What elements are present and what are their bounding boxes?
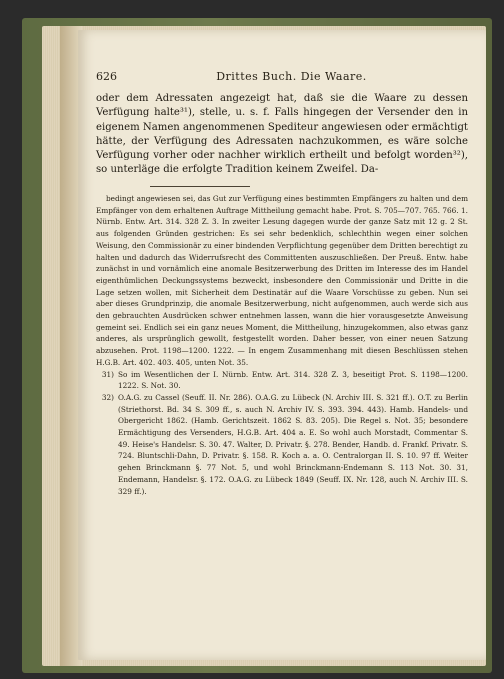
footnote-number: 32) (101, 392, 114, 402)
page-number: 626 (96, 70, 117, 83)
running-title: Drittes Buch. Die Waare. (216, 70, 367, 83)
main-text-block (96, 92, 468, 178)
footnote-rule (150, 186, 250, 187)
main-paragraph: oder dem Adressaten angezeigt hat, daß sie die Waare zu dessen Verfügung halte³¹), stelle, u. s. f. Falls hingegen der Versender den in eigenem Namen angenommenen Spediteur angewiesen oder ermächtigt hätte, der Verfügung des Adressaten nachzukommen, es wäre solche Verfügung vorher oder nachher wirklich ertheilt und befolgt worden³²), so unterläge die erfolgte Tradition keinem Zweifel. Da- (96, 93, 468, 176)
footnote-continuation: bedingt angewiesen sei, das Gut zur Verfügung eines bestimmten Empfängers zu halten und dem Empfänger von dem erhaltenen Auftrage Mittheilung gemacht habe. Prot. S. 705—707. 765. 766. 1. Nürnb. Entw. Art. 314. 328 Z. 3. In zweiter Lesung dagegen wurde der ganze Satz mit 12 g. 2 St. aus folgenden Gründen gestrichen: Es sei sehr bedenklich, schlechthin wegen einer solchen Weisung, den Commissionär zu einer bindenden Verpflichtung gegenüber dem Dritten berechtigt zu halten und dadurch das Widerrufsrecht des Committenten auszuschließen. Der Preuß. Entw. habe zunächst in und vornämlich eine anomale Besitzerwerbung des Dritten im Interesse des im Handel eigenthümlichen Deckungssystems bezweckt, insbesondere den Commissionär und Dritte in die Lage setzen wollen, mit Sicherheit dem Destinatär auf die Waare Vorschüsse zu geben. Nun sei aber dieses Grundprinzip, die anomale Besitzerwerbung, nicht aufgenommen, auch werde sich aus den gebrauchten Ausdrücken schwer entnehmen lassen, wann die hier vorausgesetzte Anweisung gemeint sei. Endlich sei ein ganz neues Moment, die Mittheilung, hinzugekommen, also etwas ganz anderes, als ursprünglich gewollt, festgestellt worden. Daher besser, von einer neuen Satzung abzusehen. Prot. 1198—1200. 1222. — In engem Zusammenhang mit diesen Beschlüssen stehen H.G.B. Art. 402. 403. 405, unten Not. 35. (96, 194, 468, 367)
footnotes-block (96, 193, 468, 497)
footnote (96, 392, 468, 497)
footnote-text: So im Wesentlichen der I. Nürnb. Entw. Art. 314. 328 Z. 3, beseitigt Prot. S. 1198—1200. 1222. S. Not. 30. (118, 369, 468, 391)
footnote-number: 31) (101, 369, 114, 379)
footnote (96, 369, 468, 392)
footnote-text: O.A.G. zu Cassel (Seuff. II. Nr. 286). O.A.G. zu Lübeck (N. Archiv III. S. 321 ff.). O.T. zu Berlin (Striethorst. Bd. 34 S. 309 ff., s. auch N. Archiv IV. S. 393. 394. 443). Hamb. Handels- und Obergericht 1862. (Hamb. Gerichtszeit. 1862 S. 83. 205). Die Regel s. Not. 35; besondere Ermächtigung des Versenders, H.G.B. Art. 404 a. E. So wohl auch Morstadt, Commentar S. 49. Heise's Handelsr. S. 30. 47. Walter, D. Privatr. §. 278. Bender, Handb. d. Frankf. Privatr. S. 724. Bluntschli-Dahn, D. Privatr. §. 158. R. Koch a. a. O. Centralorgan II. S. 10. 97 ff. Weiter gehen Brinckmann §. 77 Not. 5, und wohl Brinckmann-Endemann S. 113 Not. 30. 31, Endemann, Handelsr. §. 172. O.A.G. zu Lübeck 1849 (Seuff. IX. Nr. 128, auch N. Archiv III. S. 329 ff.). (118, 392, 468, 496)
page-header (96, 70, 466, 88)
